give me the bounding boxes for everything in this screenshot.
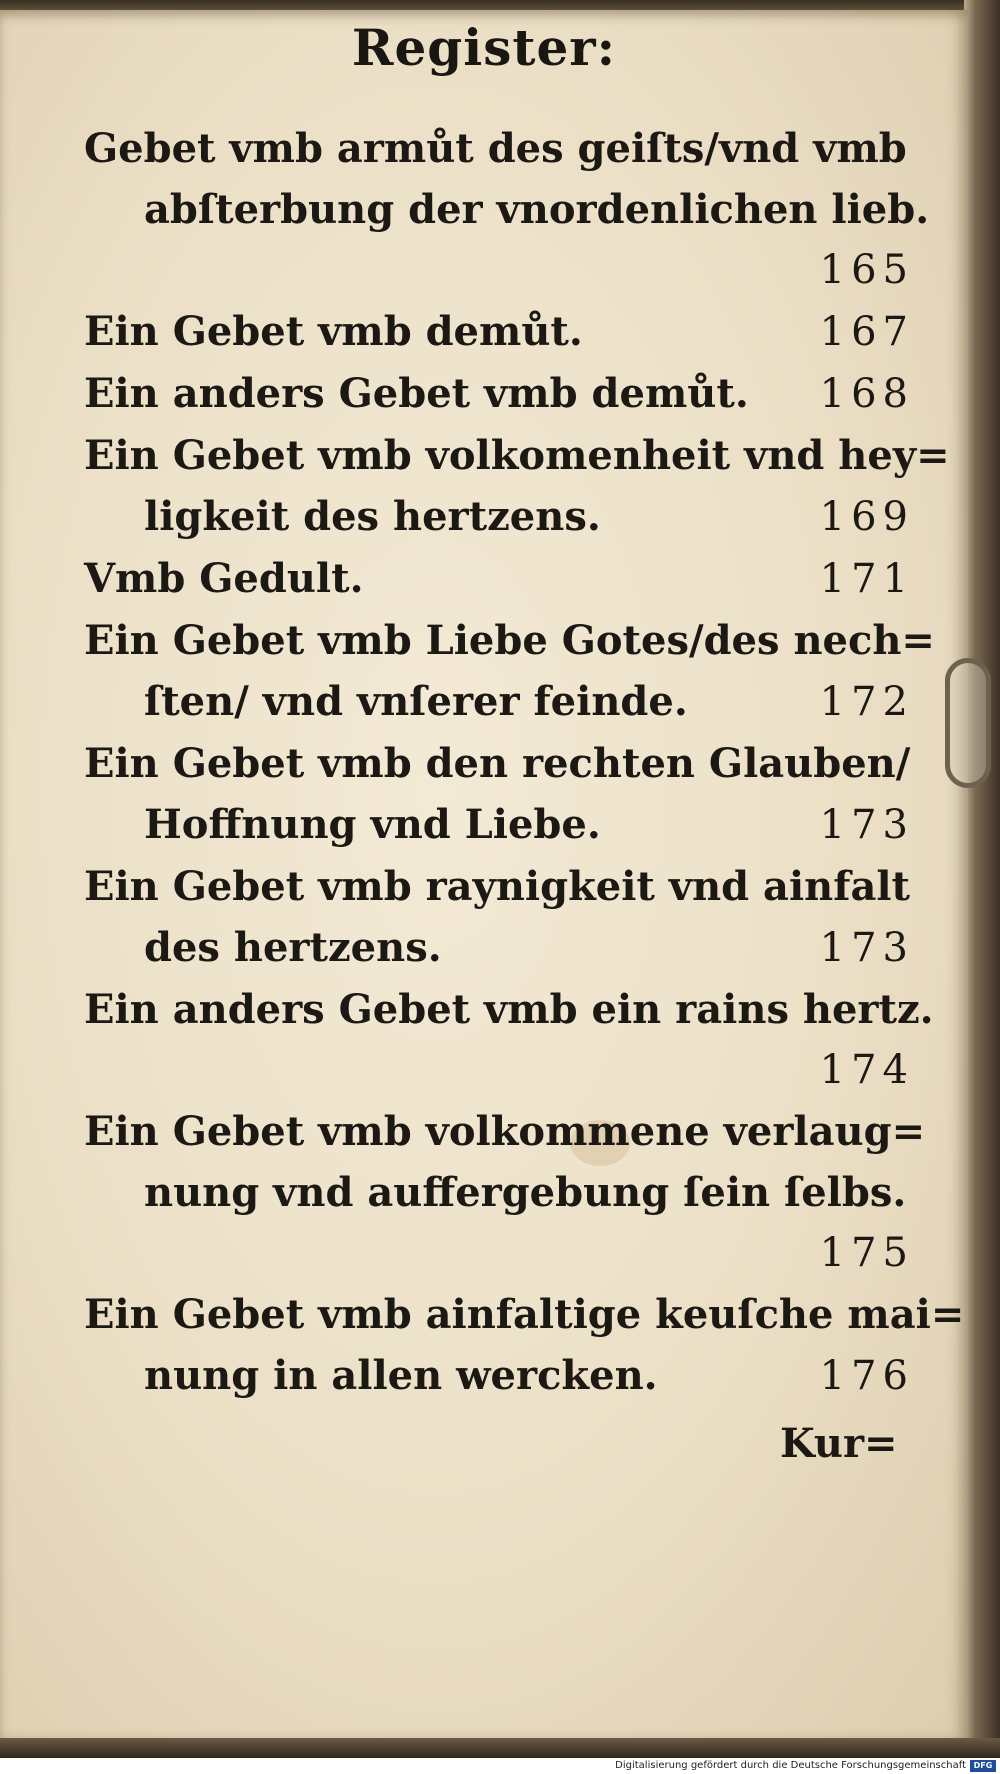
digitization-footer: Digitalisierung gefördert durch die Deutsche Forschungsgemeinschaft (0, 1758, 1000, 1774)
entry-title: Ein Gebet vmb volkommene verlaug= (84, 1108, 926, 1155)
entry-title: Ein anders Gebet vmb demůt. (84, 370, 749, 417)
entry-line (84, 610, 935, 671)
entry-line (84, 1101, 926, 1162)
entry-line (84, 301, 914, 363)
entry-title: ligkeit des hertzens. (144, 493, 601, 540)
entry-line (84, 1284, 965, 1345)
entry-page-number: 165 (819, 247, 914, 293)
entry-title: abſterbung der vnordenlichen lieb. (144, 186, 930, 233)
entry-title: des hertzens. (144, 924, 442, 971)
entry-page-number: 167 (819, 309, 914, 355)
entry-title: Ein Gebet vmb ainfaltige keuſche mai= (84, 1291, 965, 1338)
entry-title: Hoffnung vnd Liebe. (144, 801, 601, 848)
register-entries (84, 118, 965, 1407)
entry-line (84, 548, 914, 610)
entry-page-number: 175 (819, 1230, 914, 1276)
entry-title: ſten/ vnd vnſerer feinde. (144, 678, 688, 725)
entry-line (84, 794, 914, 856)
entry-title: Ein Gebet vmb demůt. (84, 308, 583, 355)
catchword: Kur= (780, 1420, 898, 1467)
page-heading: Register: (351, 18, 617, 77)
entry-page-number: 173 (819, 925, 914, 971)
register-entry (84, 548, 914, 610)
entry-line (84, 240, 914, 301)
entry-page-number: 171 (819, 556, 914, 602)
entry-page-number: 168 (819, 371, 914, 417)
entry-title: Ein anders Gebet vmb ein rains hertz. (84, 986, 934, 1033)
entry-title: nung in allen wercken. (144, 1352, 658, 1399)
register-entry (84, 1101, 926, 1284)
entry-line (84, 1223, 914, 1284)
entry-line (84, 179, 930, 240)
entry-line (84, 856, 914, 917)
register-entry (84, 425, 950, 548)
register-entry (84, 118, 930, 301)
entry-line (84, 425, 950, 486)
entry-title: Ein Gebet vmb Liebe Gotes/des nech= (84, 617, 935, 664)
entry-line (84, 363, 914, 425)
entry-title: nung vnd auffergebung ſein ſelbs. (144, 1169, 907, 1216)
register-entry (84, 610, 935, 733)
entry-line (84, 671, 914, 733)
entry-page-number: 176 (819, 1353, 914, 1399)
register-entry (84, 856, 914, 979)
entry-line (84, 486, 914, 548)
book-binding-right (964, 0, 1000, 1758)
entry-title: Ein Gebet vmb volkomenheit vnd hey= (84, 432, 950, 479)
entry-line (84, 1162, 914, 1223)
entry-line (84, 733, 914, 794)
dfg-logo: DFG (970, 1760, 996, 1772)
register-entry (84, 979, 934, 1101)
entry-title: Ein Gebet vmb den rechten Glauben/ (84, 740, 911, 787)
entry-line (84, 917, 914, 979)
register-entry (84, 1284, 965, 1407)
entry-line (84, 118, 914, 179)
entry-page-number: 174 (819, 1047, 914, 1093)
register-entry (84, 363, 914, 425)
entry-page-number: 169 (819, 494, 914, 540)
entry-line (84, 979, 934, 1040)
entry-title: Vmb Gedult. (84, 555, 364, 602)
entry-line (84, 1345, 914, 1407)
book-clasp (945, 658, 991, 788)
book-binding-bottom (0, 1738, 1000, 1758)
entry-page-number: 173 (819, 802, 914, 848)
register-entry (84, 301, 914, 363)
register-entry (84, 733, 914, 856)
entry-page-number: 172 (819, 679, 914, 725)
entry-title: Ein Gebet vmb raynigkeit vnd ainfalt (84, 863, 911, 910)
entry-title: Gebet vmb armůt des geiſts/vnd vmb (84, 125, 907, 172)
entry-line (84, 1040, 914, 1101)
